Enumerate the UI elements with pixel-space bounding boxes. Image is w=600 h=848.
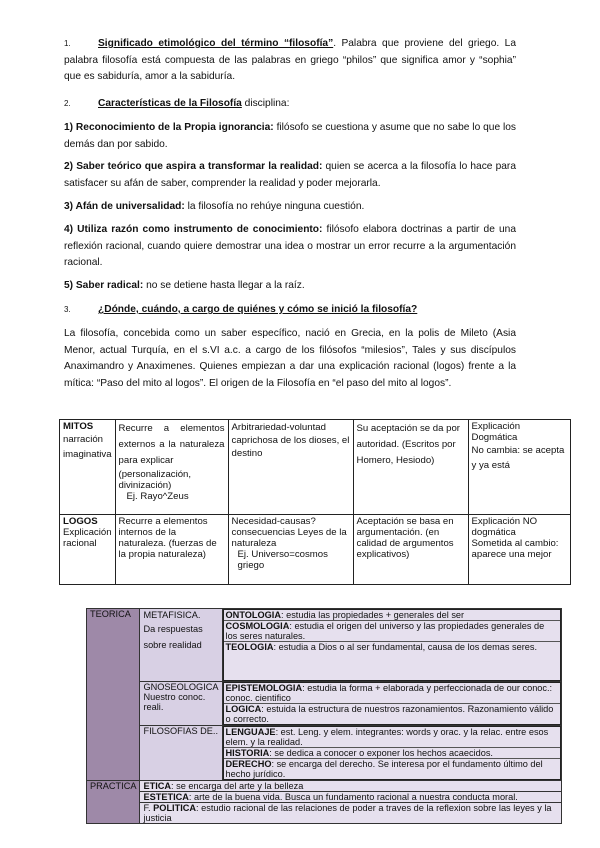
politica-row: [140, 803, 562, 824]
estetica-row: [140, 792, 562, 803]
gnoseologia-title: GNOSEOLOGICA: [143, 682, 219, 692]
section-3-heading: [64, 302, 516, 319]
section-3-number: 3.: [64, 305, 71, 314]
branch-text: : estudia la forma + elaborada y perfeccionada de our conoc.: conoc. cientifico: [225, 683, 553, 703]
cell-text: Explicación Dogmática: [471, 421, 521, 443]
filosofias-title: FILOSOFIAS DE..: [143, 726, 219, 736]
cell-text: Arbitrariedad-voluntad caprichosa de los dioses, el destino: [231, 422, 350, 459]
branch-label: TEOLOGIA: [225, 642, 274, 652]
branch-text: : se encarga del derecho. Se interesa por el fundamento último del hecho jurídico.: [225, 759, 543, 779]
table-row: [87, 726, 562, 781]
branch-label: LOGICA: [225, 704, 262, 714]
table-cell: [228, 515, 353, 585]
subbranch-box: [223, 726, 561, 780]
characteristic-label: 3) Afán de universalidad:: [64, 201, 185, 212]
table-cell: [468, 420, 570, 515]
table-cell: [353, 420, 468, 515]
table-row: [87, 682, 562, 726]
characteristic-text: filósofo elabora doctrinas a partir de una reflexión racional, cuando quiere demostrar una idea o mostrar un error recurre a la argumentación racional.: [64, 224, 516, 268]
section-3-title: ¿Dónde, cuándo, a cargo de quiénes y cómo se inició la filosofía?: [98, 304, 418, 315]
table-cell: [353, 515, 468, 585]
branch-label: LENGUAJE: [225, 727, 276, 737]
branch-label: ESTETICA: [143, 792, 189, 802]
characteristic-label: 1) Reconocimiento de la Propia ignorancia:: [64, 122, 274, 133]
section-1-title: Significado etimológico del término “filosofía”: [98, 38, 334, 49]
characteristic-label: 2) Saber teórico que aspira a transformar la realidad:: [64, 161, 323, 172]
cell-text: Su aceptación se da por autoridad. (Escritos por Homero, Hesiodo): [356, 423, 461, 466]
filosofias-subbranches: [222, 726, 561, 781]
logos-subtitle: Explicación racional: [63, 527, 112, 549]
cell-text: Ej. Rayo^Zeus: [126, 491, 189, 502]
mitos-subtitle: narración imaginativa: [63, 434, 112, 460]
cell-text: Explicación NO dogmática: [471, 516, 538, 538]
branch-text: : estudia el origen del universo y las propiedades generales de los seres naturales.: [225, 621, 545, 641]
section-2-title: Características de la Filosofía: [98, 98, 242, 109]
mitos-logos-table: [59, 419, 571, 585]
characteristic-item: [64, 199, 516, 216]
characteristic-label: 4) Utiliza razón como instrumento de conocimiento:: [64, 224, 323, 235]
table-row: [60, 420, 571, 515]
table-row: [87, 609, 562, 682]
historia-row: [224, 748, 560, 759]
metafisica-text: Da respuestas sobre realidad: [143, 624, 203, 650]
branch-text: : est. Leng. y elem. integrantes: words y orac. y la relac. entre esos elem. y la realidad.: [225, 727, 549, 747]
cell-text: No cambia: se acepta y ya está: [471, 445, 565, 471]
logica-row: [224, 704, 560, 724]
table-row: [87, 792, 562, 803]
branch-label: ETICA: [143, 781, 172, 791]
logos-title: LOGOS: [63, 516, 98, 527]
gnoseologia-cell: [140, 682, 222, 726]
section-2-number: 2.: [64, 99, 71, 108]
section-1-number: 1.: [64, 39, 71, 48]
characteristic-label: 5) Saber radical:: [64, 280, 144, 291]
cell-text: Sometida al cambio: aparece una mejor: [471, 538, 559, 560]
section-2-heading: [64, 96, 516, 113]
epistemologia-row: [224, 683, 560, 704]
metafisica-title: METAFISICA.: [143, 610, 201, 620]
branch-text: : se dedica a conocer o exponer los hechos acaecidos.: [269, 748, 493, 758]
branch-text: : arte de la buena vida. Busca un fundamento racional a nuestra conducta moral.: [188, 792, 518, 802]
cell-text: Necesidad-causas?consecuencias Leyes de la naturaleza: [231, 516, 347, 549]
metafisica-subbranches: [222, 609, 561, 682]
lenguaje-row: [224, 727, 560, 748]
table-row: [87, 803, 562, 824]
mitos-cell: [60, 420, 116, 515]
section-1: [64, 36, 516, 86]
characteristic-text: filósofo se cuestiona y asume que no sabe lo que los demás dan por sabido.: [64, 122, 517, 150]
mitos-title: MITOS: [63, 421, 94, 432]
branch-label: COSMOLOGIA: [225, 621, 290, 631]
branch-text: : estuida la estructura de nuestros razonamientos. Razonamiento válido o correcto.: [225, 704, 554, 724]
branch-label: EPISTEMOLOGIA: [225, 683, 303, 693]
cell-text: Aceptación se basa en argumentación. (en calidad de argumentos explicativos): [356, 516, 454, 560]
table-cell: [115, 515, 228, 585]
table-cell: [115, 420, 228, 515]
branch-label: HISTORIA: [225, 748, 270, 758]
teorica-cell: TEORICA: [87, 609, 140, 781]
branch-prefix: F.: [143, 803, 154, 813]
branch-text: : estudia a Dios o al ser fundamental, causa de los demas seres.: [273, 642, 538, 652]
derecho-row: [224, 759, 560, 779]
subbranch-box: [223, 609, 561, 681]
cell-text: Recurre a elementos internos de la naturaleza. (fuerzas de la propia naturaleza): [118, 516, 217, 560]
cell-text: (personalización, divinización): [118, 469, 192, 491]
cell-text: Recurre a elementos externos a la naturaleza para explicar: [118, 423, 225, 466]
table-cell: [228, 420, 353, 515]
cell-text: Ej. Universo=cosmos griego: [237, 549, 328, 571]
filosofias-cell: [140, 726, 222, 781]
branch-text: : estudia las propiedades + generales del ser: [281, 610, 465, 620]
teologia-row: [224, 642, 560, 680]
logos-cell: [60, 515, 116, 585]
table-row: [87, 781, 562, 792]
characteristic-item: [64, 278, 516, 295]
cosmologia-row: [224, 621, 560, 642]
section-3-text: La filosofía, concebida como un saber específico, nació en Grecia, en la polis de Mileto (Asia Menor, actual Turquía, en el s.VI a.c. a cargo de los filósofos “milesios”, Tales y sus discípulos Anaximandro y Anaximenes. Quienes empiezan a dar una explicación racional (logos) frente a la mítica: “Paso del mito al logos”. El origen de la Filosofía en “el paso del mito al logos”.: [64, 328, 516, 389]
philosophy-branches-table: [86, 608, 562, 824]
branch-label: DERECHO: [225, 759, 272, 769]
practica-cell: PRACTICA: [87, 781, 140, 824]
gnoseologia-text: Nuestro conoc. reali.: [143, 692, 206, 712]
etica-row: [140, 781, 562, 792]
section-2-tail: disciplina:: [241, 98, 290, 109]
characteristic-item: [64, 159, 516, 192]
branch-label: ONTOLOGIA: [225, 610, 281, 620]
gnoseologia-subbranches: [222, 682, 561, 726]
characteristic-text: la filosofía no rehúye ninguna cuestión.: [184, 201, 365, 212]
metafisica-cell: [140, 609, 222, 682]
characteristic-text: no se detiene hasta llegar a la raíz.: [143, 280, 305, 291]
branch-text: : se encarga del arte y la belleza: [171, 781, 304, 791]
subbranch-box: [223, 682, 561, 725]
characteristic-item: [64, 222, 516, 272]
section-1-text: . Palabra que proviene del griego. La palabra filosofía está compuesta de las palabras en griego “philos” que significa amor y “sophia” que es sabiduría, amor a la sabiduría.: [64, 38, 516, 82]
branch-label: POLITICA: [153, 803, 197, 813]
table-row: [60, 515, 571, 585]
characteristic-item: [64, 120, 516, 153]
ontologia-row: [224, 610, 560, 621]
branch-text: : estudio racional de las relaciones de poder a traves de la reflexion sobre las leyes y la justicia: [143, 803, 552, 823]
table-cell: [468, 515, 570, 585]
characteristic-text: quien se acerca a la filosofía lo hace para satisfacer su afán de saber, comprender la realidad y poder mejorarla.: [64, 161, 516, 189]
